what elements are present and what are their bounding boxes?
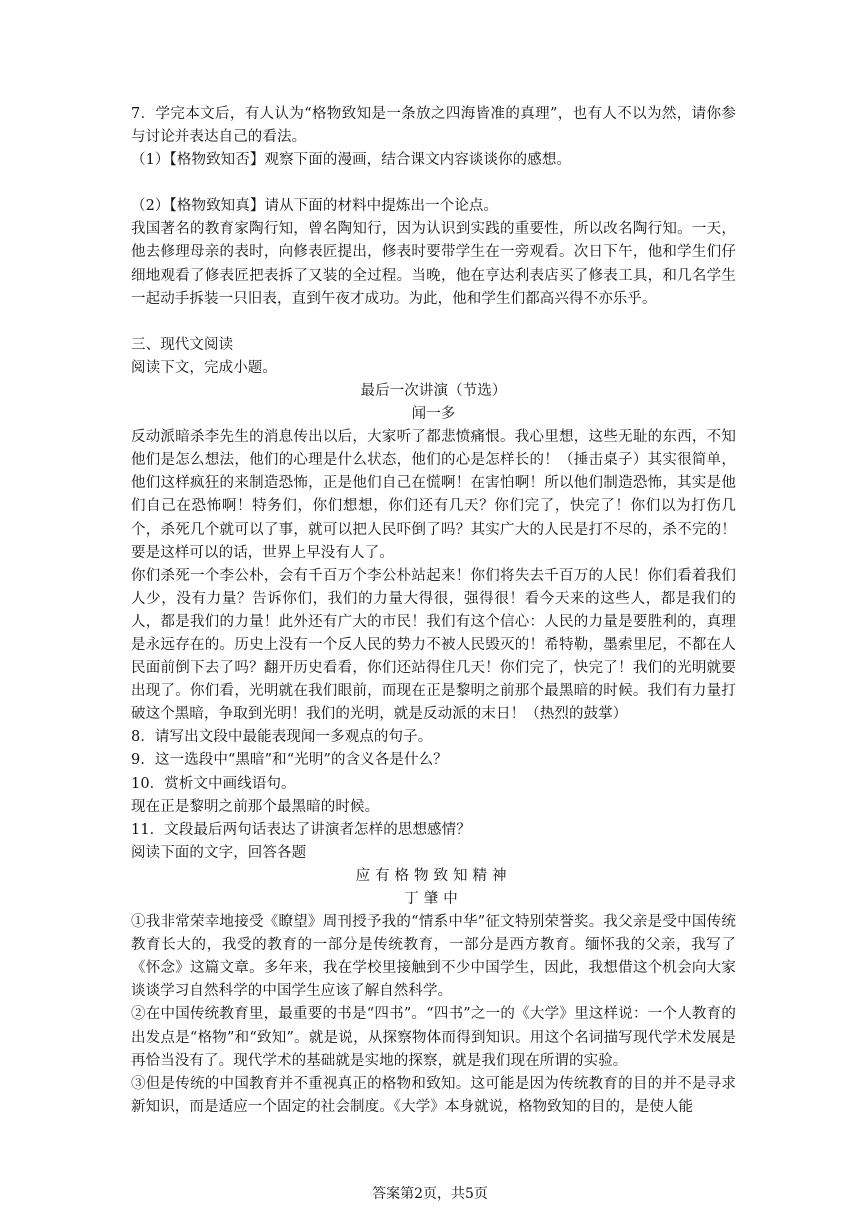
article-2-para-2: ②在中国传统教育里，最重要的书是“四书”。“四书”之一的《大学》里这样说：一个人教育的出发点是“格物”和“致知”。就是说，从探察物体而得到知识。用这个名词描写现代学术发展是再恰当没有了。现代学术的基础就是实地的探察，就是我们现在所谓的实验。 <box>131 1006 736 1069</box>
question-7-sub1: （1）【格物致知否】观察下面的漫画，结合课文内容谈谈你的感想。 <box>131 152 572 169</box>
article-2-author: 丁肇中 <box>404 891 463 907</box>
question-10: 10．赏析文中画线语句。 <box>131 775 296 792</box>
page-content <box>131 103 736 1119</box>
page-footer: 答案第2页，共5页 <box>372 1186 488 1202</box>
section-3-heading: 三、现代文阅读 <box>131 336 234 353</box>
question-7-stem: 7．学完本文后，有人认为“格物致知是一条放之四海皆准的真理”，也有人不以为然，请你参与讨论并表达自己的看法。 <box>131 106 736 146</box>
section-4-instruction: 阅读下面的文字，回答各题 <box>131 844 307 861</box>
article-2-para-1: ①我非常荣幸地接受《瞭望》周刊授予我的“情系中华”征文特别荣誉奖。我父亲是受中国传统教育长大的，我受的教育的一部分是传统教育，一部分是西方教育。缅怀我的父亲，我写了《怀念》这篇文章。多年来，我在学校里接触到不少中国学生，因此，我想借这个机会向大家谈谈学习自然科学的中国学生应该了解自然科学。 <box>131 914 736 1000</box>
question-9: 9．这一选段中“黑暗”和“光明”的含义各是什么？ <box>131 752 448 769</box>
article-2-title: 应有格物致知精神 <box>355 867 512 884</box>
article-1-author: 闻一多 <box>411 406 456 423</box>
question-8: 8．请写出文段中最能表现闻一多观点的句子。 <box>131 729 433 746</box>
question-10-sentence: 现在正是黎明之前那个最黑暗的时候。 <box>131 798 380 815</box>
article-1-para-1: 反动派暗杀李先生的消息传出以后，大家听了都悲愤痛恨。我心里想，这些无耻的东西，不知他们是怎么想法，他们的心理是什么状态，他们的心是怎样长的！（捶击桌子）其实很简单，他们这样疯狂的来制造恐怖，正是他们自己在慌啊！在害怕啊！所以他们制造恐怖，其实是他们自己在恐怖啊！特务们，你们想想，你们还有几天？你们完了，快完了！你们以为打伤几个，杀死几个就可以了事，就可以把人民吓倒了吗？其实广大的人民是打不尽的，杀不完的！要是这样可以的话，世界上早没有人了。 <box>131 429 736 561</box>
article-1-title: 最后一次讲演（节选） <box>360 382 507 399</box>
article-2-para-3: ③但是传统的中国教育并不重视真正的格物和致知。这可能是因为传统教育的目的并不是寻求新知识，而是适应一个固定的社会制度。《大学》本身就说，格物致知的目的，是使人能 <box>131 1075 736 1115</box>
question-11: 11．文段最后两句话表达了讲演者怎样的思想感情？ <box>131 821 471 838</box>
question-7-sub2: （2）【格物致知真】请从下面的材料中提炼出一个论点。 <box>131 198 499 215</box>
article-1-para-2: 你们杀死一个李公朴，会有千百万个李公朴站起来！你们将失去千百万的人民！你们看着我们人少，没有力量？告诉你们，我们的力量大得很，强得很！看今天来的这些人，都是我们的人，都是我们的力量！此外还有广大的市民！我们有这个信心：人民的力量是要胜利的，真理是永远存在的。历史上没有一个反人民的势力不被人民毁灭的！希特勒，墨索里尼，不都在人民面前倒下去了吗？翻开历史看看，你们还站得住几天！你们完了，快完了！我们的光明就要出现了。你们看，光明就在我们眼前，而现在正是黎明之前那个最黑暗的时候。我们有力量打破这个黑暗，争取到光明！我们的光明，就是反动派的末日！（热烈的鼓掌） <box>131 567 736 723</box>
question-7-material: 我国著名的教育家陶行知，曾名陶知行，因为认识到实践的重要性，所以改名陶行知。一天，他去修理母亲的表时，向修表匠提出，修表时要带学生在一旁观看。次日下午，他和学生们仔细地观看了修表匠把表拆了又装的全过程。当晚，他在亨达利表店买了修表工具，和几名学生一起动手拆装一只旧表，直到午夜才成功。为此，他和学生们都高兴得不亦乐乎。 <box>131 221 736 307</box>
section-3-instruction: 阅读下文，完成小题。 <box>131 359 277 376</box>
